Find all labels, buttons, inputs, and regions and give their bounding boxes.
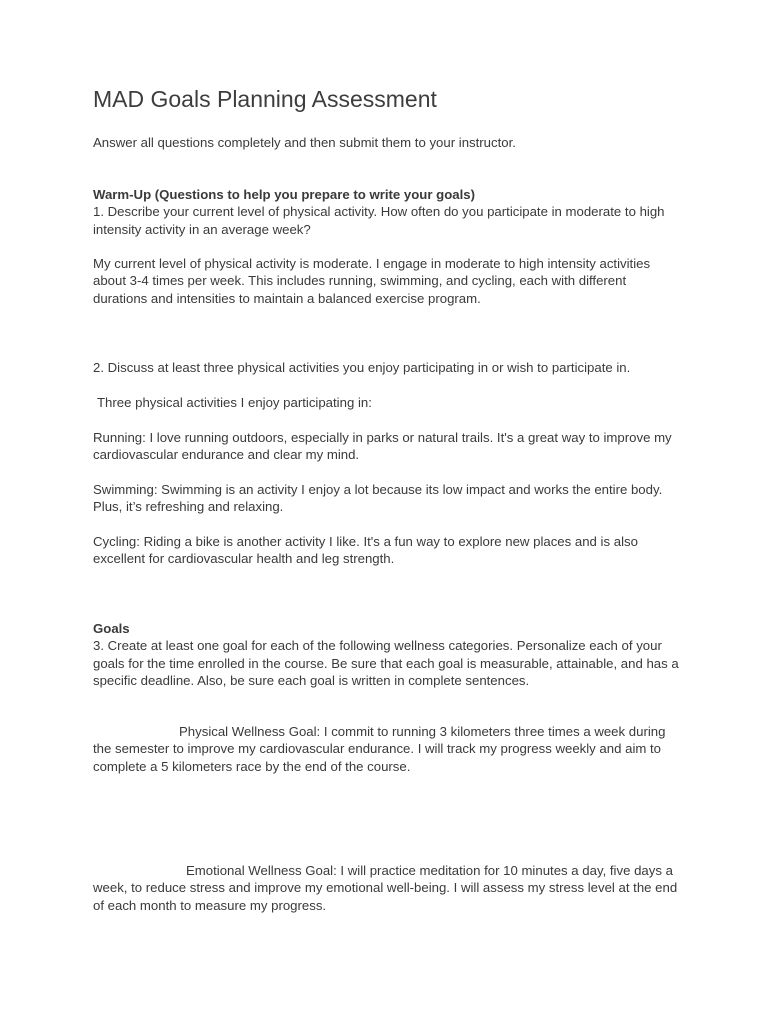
- warmup-section: [93, 186, 683, 238]
- activity-running: Running: I love running outdoors, especially in parks or natural trails. It's a great way to improve my cardiovascular endurance and clear my mind.: [93, 430, 672, 463]
- warmup-heading: Warm-Up (Questions to help you prepare to write your goals): [93, 187, 475, 202]
- physical-wellness-goal: Physical Wellness Goal: I commit to running 3 kilometers three times a week during the semester to improve my cardiovascular endurance. I will track my progress weekly and aim to complete a 5 kilometers race by the end of the course.: [93, 724, 666, 774]
- answer-2-intro: Three physical activities I enjoy participating in:: [97, 395, 372, 410]
- question-1: 1. Describe your current level of physical activity. How often do you participate in moderate to high intensity activity in an average week?: [93, 204, 665, 237]
- instructions-text: Answer all questions completely and then submit them to your instructor.: [93, 135, 516, 150]
- question-3: 3. Create at least one goal for each of the following wellness categories. Personalize each of your goals for the time enrolled in the course. Be sure that each goal is measurable, attainable, and has a specific deadline. Also, be sure each goal is written in complete sentences.: [93, 638, 679, 688]
- activity-swimming: Swimming: Swimming is an activity I enjoy a lot because its low impact and works the entire body. Plus, it’s refreshing and relaxing.: [93, 482, 663, 515]
- document-title: MAD Goals Planning Assessment: [93, 86, 437, 112]
- activity-cycling: Cycling: Riding a bike is another activity I like. It's a fun way to explore new places and is also excellent for cardiovascular health and leg strength.: [93, 534, 638, 567]
- question-2: 2. Discuss at least three physical activities you enjoy participating in or wish to participate in.: [93, 360, 631, 375]
- answer-1: My current level of physical activity is moderate. I engage in moderate to high intensity activities about 3-4 times per week. This includes running, swimming, and cycling, each with different durations and intensities to maintain a balanced exercise program.: [93, 256, 651, 306]
- goals-section: [93, 620, 683, 689]
- emotional-wellness-goal: Emotional Wellness Goal: I will practice meditation for 10 minutes a day, five days a week, to reduce stress and improve my emotional well-being. I will assess my stress level at the end of each month to measure my progress.: [93, 863, 678, 913]
- goals-heading: Goals: [93, 621, 130, 636]
